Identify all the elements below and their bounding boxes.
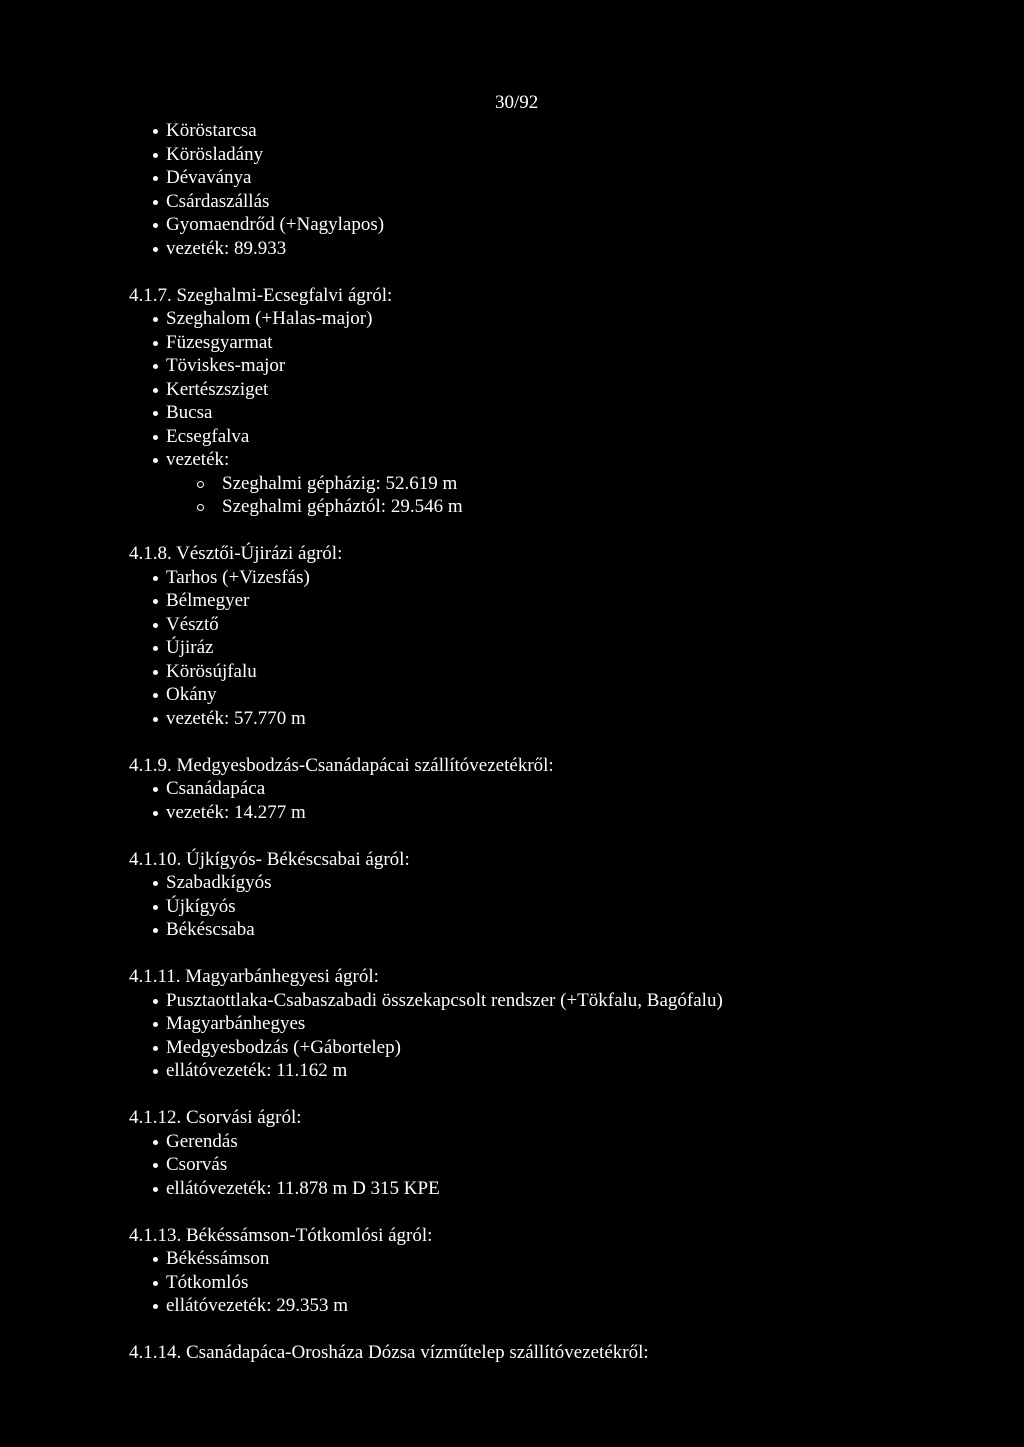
list-item — [129, 1177, 989, 1201]
list-item — [129, 895, 989, 919]
list-item-text: Bucsa — [166, 402, 213, 423]
list-item — [129, 918, 989, 942]
list-item — [129, 636, 989, 660]
list-item-text: Medgyesbodzás (+Gábortelep) — [166, 1036, 401, 1058]
list-item-text: ellátóvezeték: 29.353 m — [166, 1295, 349, 1316]
list-item-text: Magyarbánhegyes — [166, 1013, 306, 1034]
list-item-text: Köröstarcsa — [166, 120, 257, 141]
circle-bullet-icon — [197, 481, 204, 488]
list-item — [129, 307, 989, 331]
list-item — [129, 871, 989, 895]
list-item-text: Békéscsaba — [166, 919, 255, 940]
list-item — [129, 1059, 989, 1083]
list-item — [129, 119, 989, 143]
section-spacer — [129, 1200, 989, 1224]
section-spacer — [129, 260, 989, 284]
list-item-text: Körösújfalu — [166, 660, 257, 682]
list-item-text: Szabadkígyós — [166, 872, 272, 893]
section-heading: 4.1.13. Békéssámson-Tótkomlósi ágról: — [129, 1224, 433, 1246]
list-item — [129, 566, 989, 590]
list-item — [129, 1130, 989, 1154]
list-item-text: Dévaványa — [166, 167, 252, 188]
list-item — [129, 1271, 989, 1295]
list-item — [129, 777, 989, 801]
list-item-text: Szeghalom (+Halas-major) — [166, 308, 373, 329]
list-item — [129, 401, 989, 425]
list-item — [129, 237, 989, 261]
list-item-text: Kertészsziget — [166, 378, 269, 400]
list-item-text: Körösladány — [166, 143, 264, 165]
section-spacer — [129, 1318, 989, 1342]
list-item — [129, 354, 989, 378]
list-item-text: ellátóvezeték: 11.162 m — [166, 1060, 348, 1081]
section-heading: 4.1.12. Csorvási ágról: — [129, 1107, 302, 1128]
list-item-text: Tarhos (+Vizesfás) — [166, 566, 310, 588]
circle-bullet-icon — [197, 504, 204, 511]
section-heading: 4.1.14. Csanádapáca-Orosháza Dózsa vízműtelep szállítóvezetékről: — [129, 1342, 649, 1363]
list-item-text: Csárdaszállás — [166, 190, 270, 212]
list-item — [129, 1247, 989, 1271]
list-item — [129, 683, 989, 707]
list-item — [129, 166, 989, 190]
list-item — [129, 707, 989, 731]
list-item-text: vezeték: 14.277 m — [166, 801, 306, 823]
section-spacer — [129, 730, 989, 754]
list-item — [129, 1153, 989, 1177]
section-heading: 4.1.7. Szeghalmi-Ecsegfalvi ágról: — [129, 284, 393, 306]
section-spacer — [129, 519, 989, 543]
page-number: 30/92 — [495, 92, 539, 113]
list-item — [129, 448, 989, 472]
list-item-text: Újkígyós — [166, 895, 236, 917]
list-item-text: Ecsegfalva — [166, 425, 250, 447]
list-item-text: vezeték: 89.933 — [166, 237, 287, 259]
list-item-text: Békéssámson — [166, 1248, 270, 1269]
list-item-text: Csorvás — [166, 1154, 228, 1175]
sub-list-item-text: Szeghalmi gépházig: 52.619 m — [222, 472, 458, 494]
list-item — [129, 589, 989, 613]
sub-list-item-text: Szeghalmi gépháztól: 29.546 m — [222, 496, 463, 517]
section-spacer — [129, 1083, 989, 1107]
list-item-text: Gerendás — [166, 1130, 238, 1152]
list-item — [129, 143, 989, 167]
list-item-text: vezeték: 57.770 m — [166, 707, 306, 729]
document-body — [129, 119, 989, 1365]
list-item — [129, 1036, 989, 1060]
list-item — [129, 378, 989, 402]
list-item-text: Pusztaottlaka-Csabaszabadi összekapcsolt rendszer (+Tökfalu, Bagófalu) — [166, 989, 723, 1011]
list-item-text: Okány — [166, 684, 217, 705]
sub-list-item — [129, 472, 989, 496]
section-heading: 4.1.8. Vésztői-Újirázi ágról: — [129, 543, 343, 564]
list-item-text: Vésztő — [166, 613, 219, 635]
list-item-text: Bélmegyer — [166, 590, 250, 611]
list-item-text: Füzesgyarmat — [166, 331, 273, 353]
list-item — [129, 213, 989, 237]
section-heading: 4.1.9. Medgyesbodzás-Csanádapácai szállítóvezetékről: — [129, 754, 554, 776]
section-heading: 4.1.10. Újkígyós- Békéscsabai ágról: — [129, 848, 410, 870]
list-item — [129, 989, 989, 1013]
list-item-text: Tótkomlós — [166, 1271, 249, 1293]
list-item — [129, 1012, 989, 1036]
list-item-text: Újiráz — [166, 637, 214, 658]
list-item — [129, 190, 989, 214]
list-item-text: ellátóvezeték: 11.878 m D 315 KPE — [166, 1177, 440, 1199]
list-item-text: vezeték: — [166, 449, 230, 470]
section-spacer — [129, 824, 989, 848]
sub-list-item — [129, 495, 989, 519]
list-item — [129, 425, 989, 449]
list-item — [129, 660, 989, 684]
list-item-text: Gyomaendrőd (+Nagylapos) — [166, 214, 385, 235]
list-item-text: Csanádapáca — [166, 778, 266, 799]
list-item — [129, 613, 989, 637]
list-item — [129, 801, 989, 825]
section-heading: 4.1.11. Magyarbánhegyesi ágról: — [129, 966, 379, 987]
list-item — [129, 331, 989, 355]
section-spacer — [129, 942, 989, 966]
list-item — [129, 1294, 989, 1318]
list-item-text: Töviskes-major — [166, 355, 286, 376]
